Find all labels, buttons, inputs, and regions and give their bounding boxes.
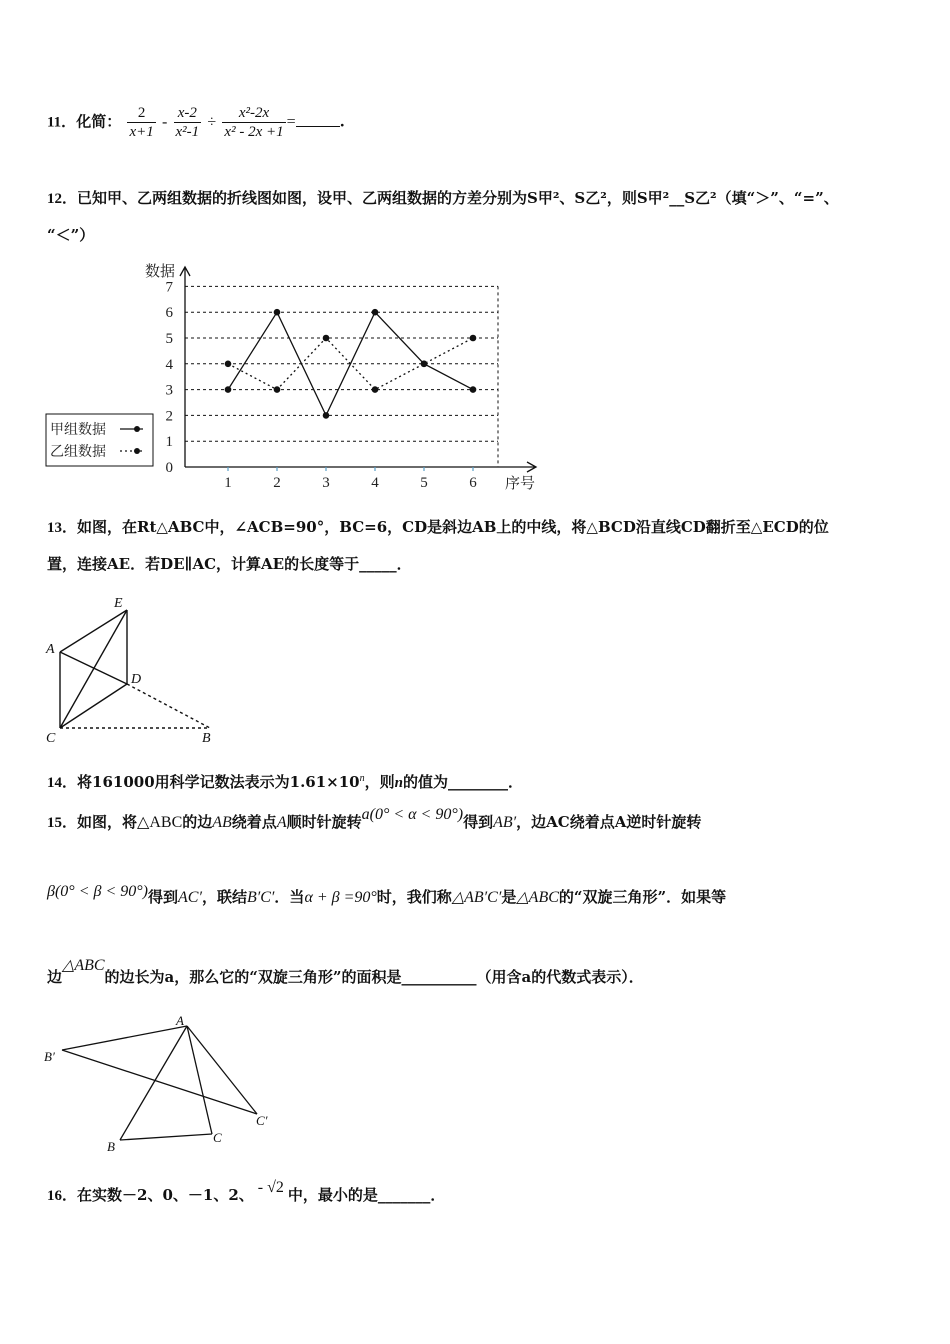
series-1-point: [274, 309, 281, 316]
label-c: C: [46, 731, 56, 746]
question-12-line-1: [47, 187, 839, 208]
x-tick-label: 2: [273, 475, 281, 491]
label-c-prime: C′: [256, 1113, 268, 1128]
label-a: A: [176, 1013, 184, 1028]
question-number: 16．: [47, 1188, 78, 1204]
x-axis-label: 序号: [505, 476, 536, 492]
series-2-point: [225, 361, 232, 368]
question-16: 16．在实数－2、0、－1、2、 - √2 中，最小的是_______．: [47, 1179, 446, 1204]
line-chart: [40, 258, 550, 494]
series-2-point: [421, 361, 428, 368]
segment-ce: [60, 610, 127, 728]
y-tick-label: 0: [165, 460, 173, 476]
question-13-line-1: [47, 516, 829, 537]
question-number: 15．: [47, 815, 78, 831]
label-a: A: [46, 642, 55, 657]
neg-root-two: - √2: [257, 1179, 284, 1196]
segment-ae: [60, 610, 127, 652]
series-2-point: [274, 386, 281, 393]
fraction-3: $\frac{\text{x²-2x}}{\text{x² - 2x +1}}$: [224, 105, 284, 140]
question-11: 11．化简： $\frac{2}{x+1}$ - $\frac{x-2}{\text{x²-1}}$ ÷ $\frac{\text{x²-2x}}{\text{x² - 2x +1}}$ = .: [47, 105, 345, 140]
series-2-point: [323, 335, 330, 342]
question-13-line-2: 置，连接AE．若DE∥AC，计算AE的长度等于_____．: [47, 555, 412, 573]
fraction-1: $\frac{2}{x+1}$: [129, 105, 154, 140]
question-15-line-2: β(0° < β < 90°)得到AC′，联结B′C′．当α + β =90°时，我们称△AB′C′是△ABC的“双旋三角形”．如果等: [47, 883, 727, 906]
x-tick-label: 5: [420, 475, 428, 491]
x-tick-label: 6: [469, 475, 477, 491]
label-b: B: [202, 731, 211, 746]
series-1-point: [470, 386, 477, 393]
question-number: 11．: [47, 114, 77, 131]
fraction-2: $\frac{x-2}{\text{x²-1}}$: [175, 105, 200, 140]
answer-blank: [296, 112, 340, 127]
segment-ab-prime: [62, 1026, 187, 1050]
legend-label: 甲组数据: [50, 423, 106, 438]
segment-b-prime-c-prime: [62, 1050, 257, 1114]
legend-swatch-marker: [134, 448, 140, 454]
question-text: 如图，在Rt△ABC中，∠ACB=90°，BC=6，CD是斜边AB上的中线，将△BCD沿直线CD翻折至△ECD的位: [77, 518, 829, 536]
question-15-line-1: 15．如图，将△ABC的边AB绕着点A顺时针旋转a(0° < α < 90°)得到AB′，边AC绕着点A逆时针旋转: [47, 806, 702, 831]
y-tick-label: 4: [165, 356, 173, 373]
series-2-point: [470, 335, 477, 342]
label-b-prime: B′: [44, 1049, 55, 1064]
legend-swatch-marker: [134, 426, 140, 432]
y-tick-label: 7: [165, 279, 173, 296]
series-2-point: [372, 386, 379, 393]
legend-label: 乙组数据: [50, 445, 106, 460]
segment-cd: [60, 684, 127, 728]
x-tick-label: 1: [224, 475, 232, 491]
figure-13: [40, 590, 230, 750]
question-number: 13．: [47, 520, 78, 536]
label-d: D: [131, 672, 142, 687]
label-e: E: [114, 596, 123, 611]
y-tick-label: 6: [165, 305, 173, 322]
series-1-point: [225, 386, 232, 393]
figure-15: [40, 1012, 290, 1154]
y-tick-label: 5: [165, 331, 173, 347]
question-number: 12．: [47, 191, 78, 207]
question-text: 已知甲、乙两组数据的折线图如图，设甲、乙两组数据的方差分别为S甲²、S乙²，则S甲²__S乙²（填“＞”、“=”、: [77, 189, 839, 207]
y-tick-label: 1: [165, 434, 173, 451]
y-axis-label: 数据: [145, 264, 176, 280]
x-tick-label: 3: [322, 475, 330, 491]
question-14: 14．将161000用科学记数法表示为$1.61\times 10^n$，则n的值为________．: [47, 773, 523, 791]
series-1-point: [372, 309, 379, 316]
label-c: C: [213, 1130, 222, 1145]
y-tick-label: 2: [165, 408, 173, 425]
segment-ab: [120, 1026, 187, 1140]
x-tick-label: 4: [371, 475, 379, 491]
question-number: 14．: [47, 775, 78, 791]
y-tick-label: 3: [165, 382, 173, 399]
question-12-line-2: “＜”）: [47, 226, 95, 244]
question-text: 化简：: [76, 112, 122, 131]
segment-bc: [120, 1134, 212, 1140]
question-15-line-3: 边△ABC的边长为a，那么它的“双旋三角形”的面积是__________（用含a的代数式表示）．: [47, 957, 644, 986]
label-b: B: [107, 1139, 115, 1154]
series-1-point: [323, 412, 330, 419]
segment-db: [127, 684, 210, 728]
